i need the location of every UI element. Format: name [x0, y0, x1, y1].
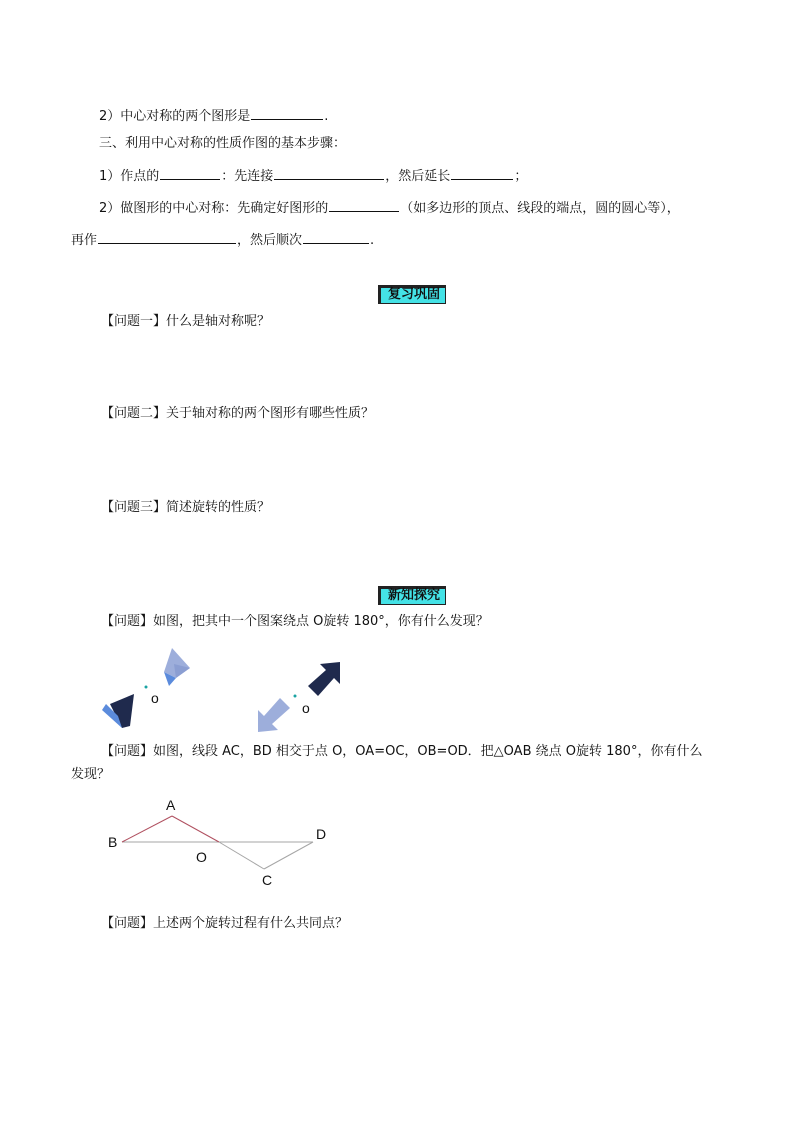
right-pattern: [258, 662, 340, 732]
segments-figure: [100, 792, 340, 892]
fill-blank[interactable]: [451, 166, 513, 180]
light-big-arrow: [258, 698, 290, 732]
step-2-continued: 再作 ，然后顺次 .: [71, 230, 374, 249]
rotation-arrows-figure: [90, 640, 360, 740]
left-pattern: [102, 648, 190, 728]
center-dot: [145, 686, 148, 689]
segment-cd: [264, 842, 313, 869]
vertex-label-d: D: [316, 826, 327, 842]
center-label-o: o: [151, 690, 159, 706]
fill-blank[interactable]: [329, 198, 399, 212]
vertex-label-b: B: [108, 834, 118, 850]
vertex-label-a: A: [166, 797, 176, 813]
fill-blank[interactable]: [274, 166, 384, 180]
center-dot-2: [294, 695, 297, 698]
segment-oc: [219, 842, 264, 869]
review-question-3: 【问题三】简述旋转的性质？: [101, 500, 271, 515]
fill-blank[interactable]: [303, 230, 369, 244]
review-badge: 复习巩固: [378, 285, 446, 304]
segment-ao: [172, 816, 219, 842]
navy-arrow-shape: [110, 694, 134, 728]
explore-question-segments-line2: 发现？: [71, 767, 111, 782]
step-1-point-symmetry: 1）作点的 ：先连接 ，然后延长 ；: [99, 166, 527, 185]
fill-blank[interactable]: [98, 230, 236, 244]
vertex-label-c: C: [262, 872, 273, 888]
explore-badge: 新知探究: [378, 586, 446, 605]
review-question-1: 【问题一】什么是轴对称呢？: [101, 314, 271, 329]
steps-heading: 三、利用中心对称的性质作图的基本步骤：: [99, 136, 347, 151]
explore-question-common: 【问题】上述两个旋转过程有什么共同点？: [101, 916, 349, 931]
segment-ab: [122, 816, 172, 842]
fill-blank[interactable]: [160, 166, 220, 180]
center-label-o-2: o: [302, 700, 310, 716]
review-question-2: 【问题二】关于轴对称的两个图形有哪些性质？: [101, 406, 375, 421]
explore-question-segments-line1: 【问题】如图，线段 AC，BD 相交于点 O，OA=OC，OB=OD．把△OAB 绕点 O旋转 180°，你有什么: [101, 744, 703, 759]
explore-question-rotate: 【问题】如图，把其中一个图案绕点 O旋转 180°，你有什么发现？: [101, 614, 489, 629]
navy-big-arrow: [308, 662, 340, 696]
fill-blank[interactable]: [251, 106, 323, 120]
vertex-label-o: O: [196, 849, 207, 865]
item-center-symmetric-figures: 2）中心对称的两个图形是 .: [99, 106, 328, 125]
step-2-figure-symmetry: 2）做图形的中心对称：先确定好图形的 （如多边形的顶点、线段的端点，圆的圆心等），: [99, 198, 680, 217]
